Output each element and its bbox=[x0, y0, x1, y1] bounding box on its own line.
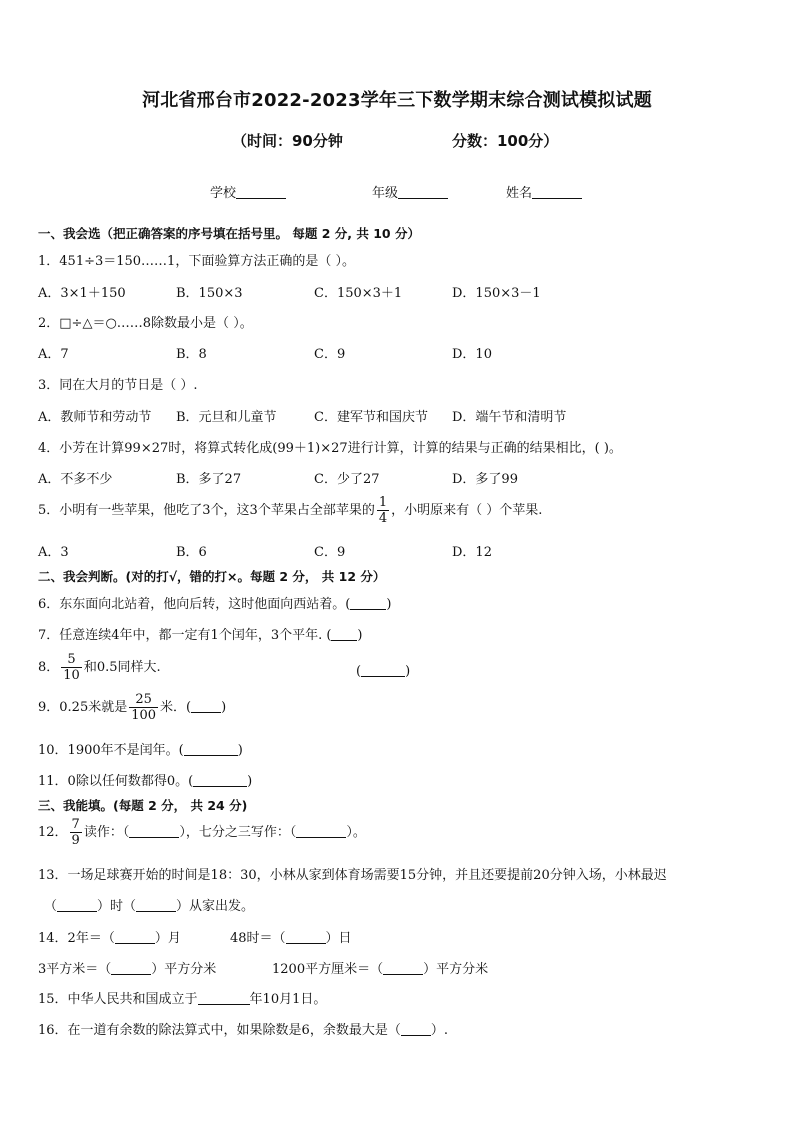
q13-line-1: 13．一场足球赛开始的时间是18：30，小林从家到体育场需要15分钟，并且还要提前20分钟入场，小林最迟 bbox=[38, 868, 667, 883]
q1-stem: 1．451÷3＝150……1，下面验算方法正确的是（ ）。 bbox=[38, 254, 355, 269]
q3-option-c: C．建军节和国庆节 bbox=[314, 410, 428, 425]
q5-fraction bbox=[377, 495, 389, 526]
section-3-heading: 三、我能填。(每题 2 分， 共 24 分) bbox=[38, 798, 248, 813]
q15-text-pre: 15．中华人民共和国成立于 bbox=[38, 992, 198, 1007]
q8-fraction bbox=[61, 652, 82, 683]
q12-frac-num: 7 bbox=[71, 817, 80, 832]
q7-close: ) bbox=[357, 628, 363, 643]
q6-close: ) bbox=[386, 597, 392, 612]
q14-sqdm-blank[interactable] bbox=[111, 960, 151, 975]
q8-line bbox=[38, 652, 161, 683]
q3-option-a: A．教师节和劳动节 bbox=[38, 410, 152, 425]
school-blank[interactable] bbox=[236, 184, 286, 199]
grade-blank[interactable] bbox=[398, 184, 448, 199]
section-1-heading: 一、我会选（把正确答案的序号填在括号里。 每题 2 分, 共 10 分） bbox=[38, 226, 420, 241]
q4-stem: 4．小芳在计算99×27时，将算式转化成(99＋1)×27进行计算，计算的结果与正确的结果相比，( )。 bbox=[38, 441, 622, 456]
q1-option-d: D．150×3－1 bbox=[452, 286, 541, 301]
q14-line-2b bbox=[272, 958, 488, 977]
q8-frac-num: 5 bbox=[61, 652, 82, 668]
q12-fraction bbox=[70, 817, 82, 848]
q3-option-b: B．元旦和儿童节 bbox=[176, 410, 277, 425]
q5-option-c: C．9 bbox=[314, 545, 346, 560]
q6-text: 6．东东面向北站着，他向后转，这时他面向西站着。( bbox=[38, 597, 351, 612]
q14-p4: ）日 bbox=[325, 931, 352, 946]
q14-p1: 14．2年＝（ bbox=[38, 931, 115, 946]
q5-stem bbox=[38, 495, 542, 526]
q9-text-post: 米．( bbox=[160, 700, 192, 715]
q16-line bbox=[38, 1019, 448, 1038]
q2-option-c: C．9 bbox=[314, 347, 346, 362]
q12-read-blank[interactable] bbox=[129, 823, 179, 838]
school-label: 学校 bbox=[210, 186, 237, 201]
q8-text-post: 和0.5同样大. bbox=[83, 660, 161, 675]
q9-line bbox=[38, 692, 226, 723]
q14-sqdm2-blank[interactable] bbox=[383, 960, 423, 975]
q3-option-d: D．端午节和清明节 bbox=[452, 410, 567, 425]
q8-answer-blank[interactable] bbox=[361, 662, 405, 677]
q3-stem: 3．同在大月的节日是（ ）. bbox=[38, 378, 198, 393]
q8-frac-den: 10 bbox=[63, 668, 80, 683]
q13-mid: ）时（ bbox=[97, 899, 137, 914]
exam-score: 分数：100分） bbox=[452, 132, 559, 150]
q13-line-2 bbox=[44, 895, 254, 914]
q16-answer-blank[interactable] bbox=[401, 1021, 431, 1036]
q15-year-blank[interactable] bbox=[198, 990, 250, 1005]
q11-close: ) bbox=[247, 774, 253, 789]
q11-text: 11．0除以任何数都得0。( bbox=[38, 774, 194, 789]
q1-option-a: A．3×1＋150 bbox=[38, 286, 126, 301]
q10-line bbox=[38, 739, 243, 758]
q5-text-pre: 5．小明有一些苹果，他吃了3个，这3个苹果占全部苹果的 bbox=[38, 503, 375, 518]
q14-months-blank[interactable] bbox=[115, 929, 155, 944]
q2-option-a: A．7 bbox=[38, 347, 69, 362]
name-label: 姓名 bbox=[506, 186, 533, 201]
q8-text-pre: 8． bbox=[38, 660, 60, 675]
q2-option-b: B．8 bbox=[176, 347, 207, 362]
q4-option-d: D．多了99 bbox=[452, 472, 518, 487]
q9-frac-num: 25 bbox=[129, 692, 158, 708]
q15-line bbox=[38, 988, 326, 1007]
q5-option-b: B．6 bbox=[176, 545, 207, 560]
name-blank[interactable] bbox=[532, 184, 582, 199]
q2-option-d: D．10 bbox=[452, 347, 492, 362]
q14-p6: ）平方分米 bbox=[151, 962, 217, 977]
q12-text-pre: 12． bbox=[38, 825, 68, 840]
q14-p2: ）月 bbox=[154, 931, 181, 946]
q5-frac-den: 4 bbox=[378, 511, 388, 526]
q9-answer-blank[interactable] bbox=[191, 698, 221, 713]
q13-close: ）从家出发。 bbox=[176, 899, 255, 914]
grade-field bbox=[372, 182, 448, 201]
q10-text: 10．1900年不是闰年。( bbox=[38, 743, 184, 758]
q14-line-1b bbox=[230, 927, 352, 946]
q11-answer-blank[interactable] bbox=[193, 772, 247, 787]
q13-minute-blank[interactable] bbox=[136, 897, 176, 912]
q14-p7: 1200平方厘米＝（ bbox=[272, 962, 384, 977]
q11-line bbox=[38, 770, 252, 789]
q6-line bbox=[38, 593, 391, 612]
q5-option-a: A．3 bbox=[38, 545, 69, 560]
q14-line-2a bbox=[38, 958, 216, 977]
q13-open: （ bbox=[44, 899, 58, 914]
exam-time: （时间：90分钟 bbox=[232, 132, 343, 150]
q9-close: ) bbox=[221, 700, 227, 715]
q14-p8: ）平方分米 bbox=[423, 962, 489, 977]
q12-write-blank[interactable] bbox=[296, 823, 346, 838]
q12-close: ）。 bbox=[346, 825, 366, 840]
q6-answer-blank[interactable] bbox=[350, 595, 386, 610]
q12-text-post: 读作：（ bbox=[83, 825, 130, 840]
q9-fraction bbox=[129, 692, 158, 723]
q2-stem: 2．□÷△＝○……8除数最小是（ ）。 bbox=[38, 316, 253, 331]
q7-answer-blank[interactable] bbox=[331, 626, 357, 641]
q12-frac-den: 9 bbox=[71, 833, 80, 848]
q1-option-b: B．150×3 bbox=[176, 286, 243, 301]
q4-option-b: B．多了27 bbox=[176, 472, 242, 487]
q10-close: ) bbox=[237, 743, 243, 758]
q5-frac-num: 1 bbox=[378, 495, 388, 510]
q8-close: ) bbox=[405, 664, 411, 679]
q12-line bbox=[38, 817, 366, 848]
q14-line-1a bbox=[38, 927, 181, 946]
q4-option-c: C．少了27 bbox=[314, 472, 380, 487]
q14-p3: 48时＝（ bbox=[230, 931, 286, 946]
grade-label: 年级 bbox=[372, 186, 399, 201]
q8-open: ( bbox=[356, 664, 362, 679]
q14-days-blank[interactable] bbox=[286, 929, 326, 944]
q8-answer bbox=[356, 662, 410, 679]
q16-text-post: ）. bbox=[430, 1023, 448, 1038]
name-field bbox=[506, 182, 582, 201]
school-field bbox=[210, 182, 286, 201]
q15-text-post: 年10月1日。 bbox=[249, 992, 327, 1007]
q1-option-c: C．150×3＋1 bbox=[314, 286, 403, 301]
q10-answer-blank[interactable] bbox=[184, 741, 238, 756]
q16-text-pre: 16．在一道有余数的除法算式中，如果除数是6，余数最大是（ bbox=[38, 1023, 401, 1038]
q7-text: 7．任意连续4年中，都一定有1个闰年，3个平年. ( bbox=[38, 628, 332, 643]
page-title: 河北省邢台市2022-2023学年三下数学期末综合测试模拟试题 bbox=[142, 90, 652, 111]
q12-text-mid: ），七分之三写作：（ bbox=[179, 825, 297, 840]
q5-text-post: ，小明原来有（ ）个苹果. bbox=[391, 503, 543, 518]
q9-frac-den: 100 bbox=[131, 708, 157, 723]
section-2-heading: 二、我会判断。(对的打√，错的打×。每题 2 分， 共 12 分） bbox=[38, 569, 386, 584]
q9-text-pre: 9．0.25米就是 bbox=[38, 700, 128, 715]
q14-p5: 3平方米＝（ bbox=[38, 962, 112, 977]
q13-hour-blank[interactable] bbox=[57, 897, 97, 912]
q5-option-d: D．12 bbox=[452, 545, 492, 560]
q4-option-a: A．不多不少 bbox=[38, 472, 113, 487]
q7-line bbox=[38, 624, 363, 643]
